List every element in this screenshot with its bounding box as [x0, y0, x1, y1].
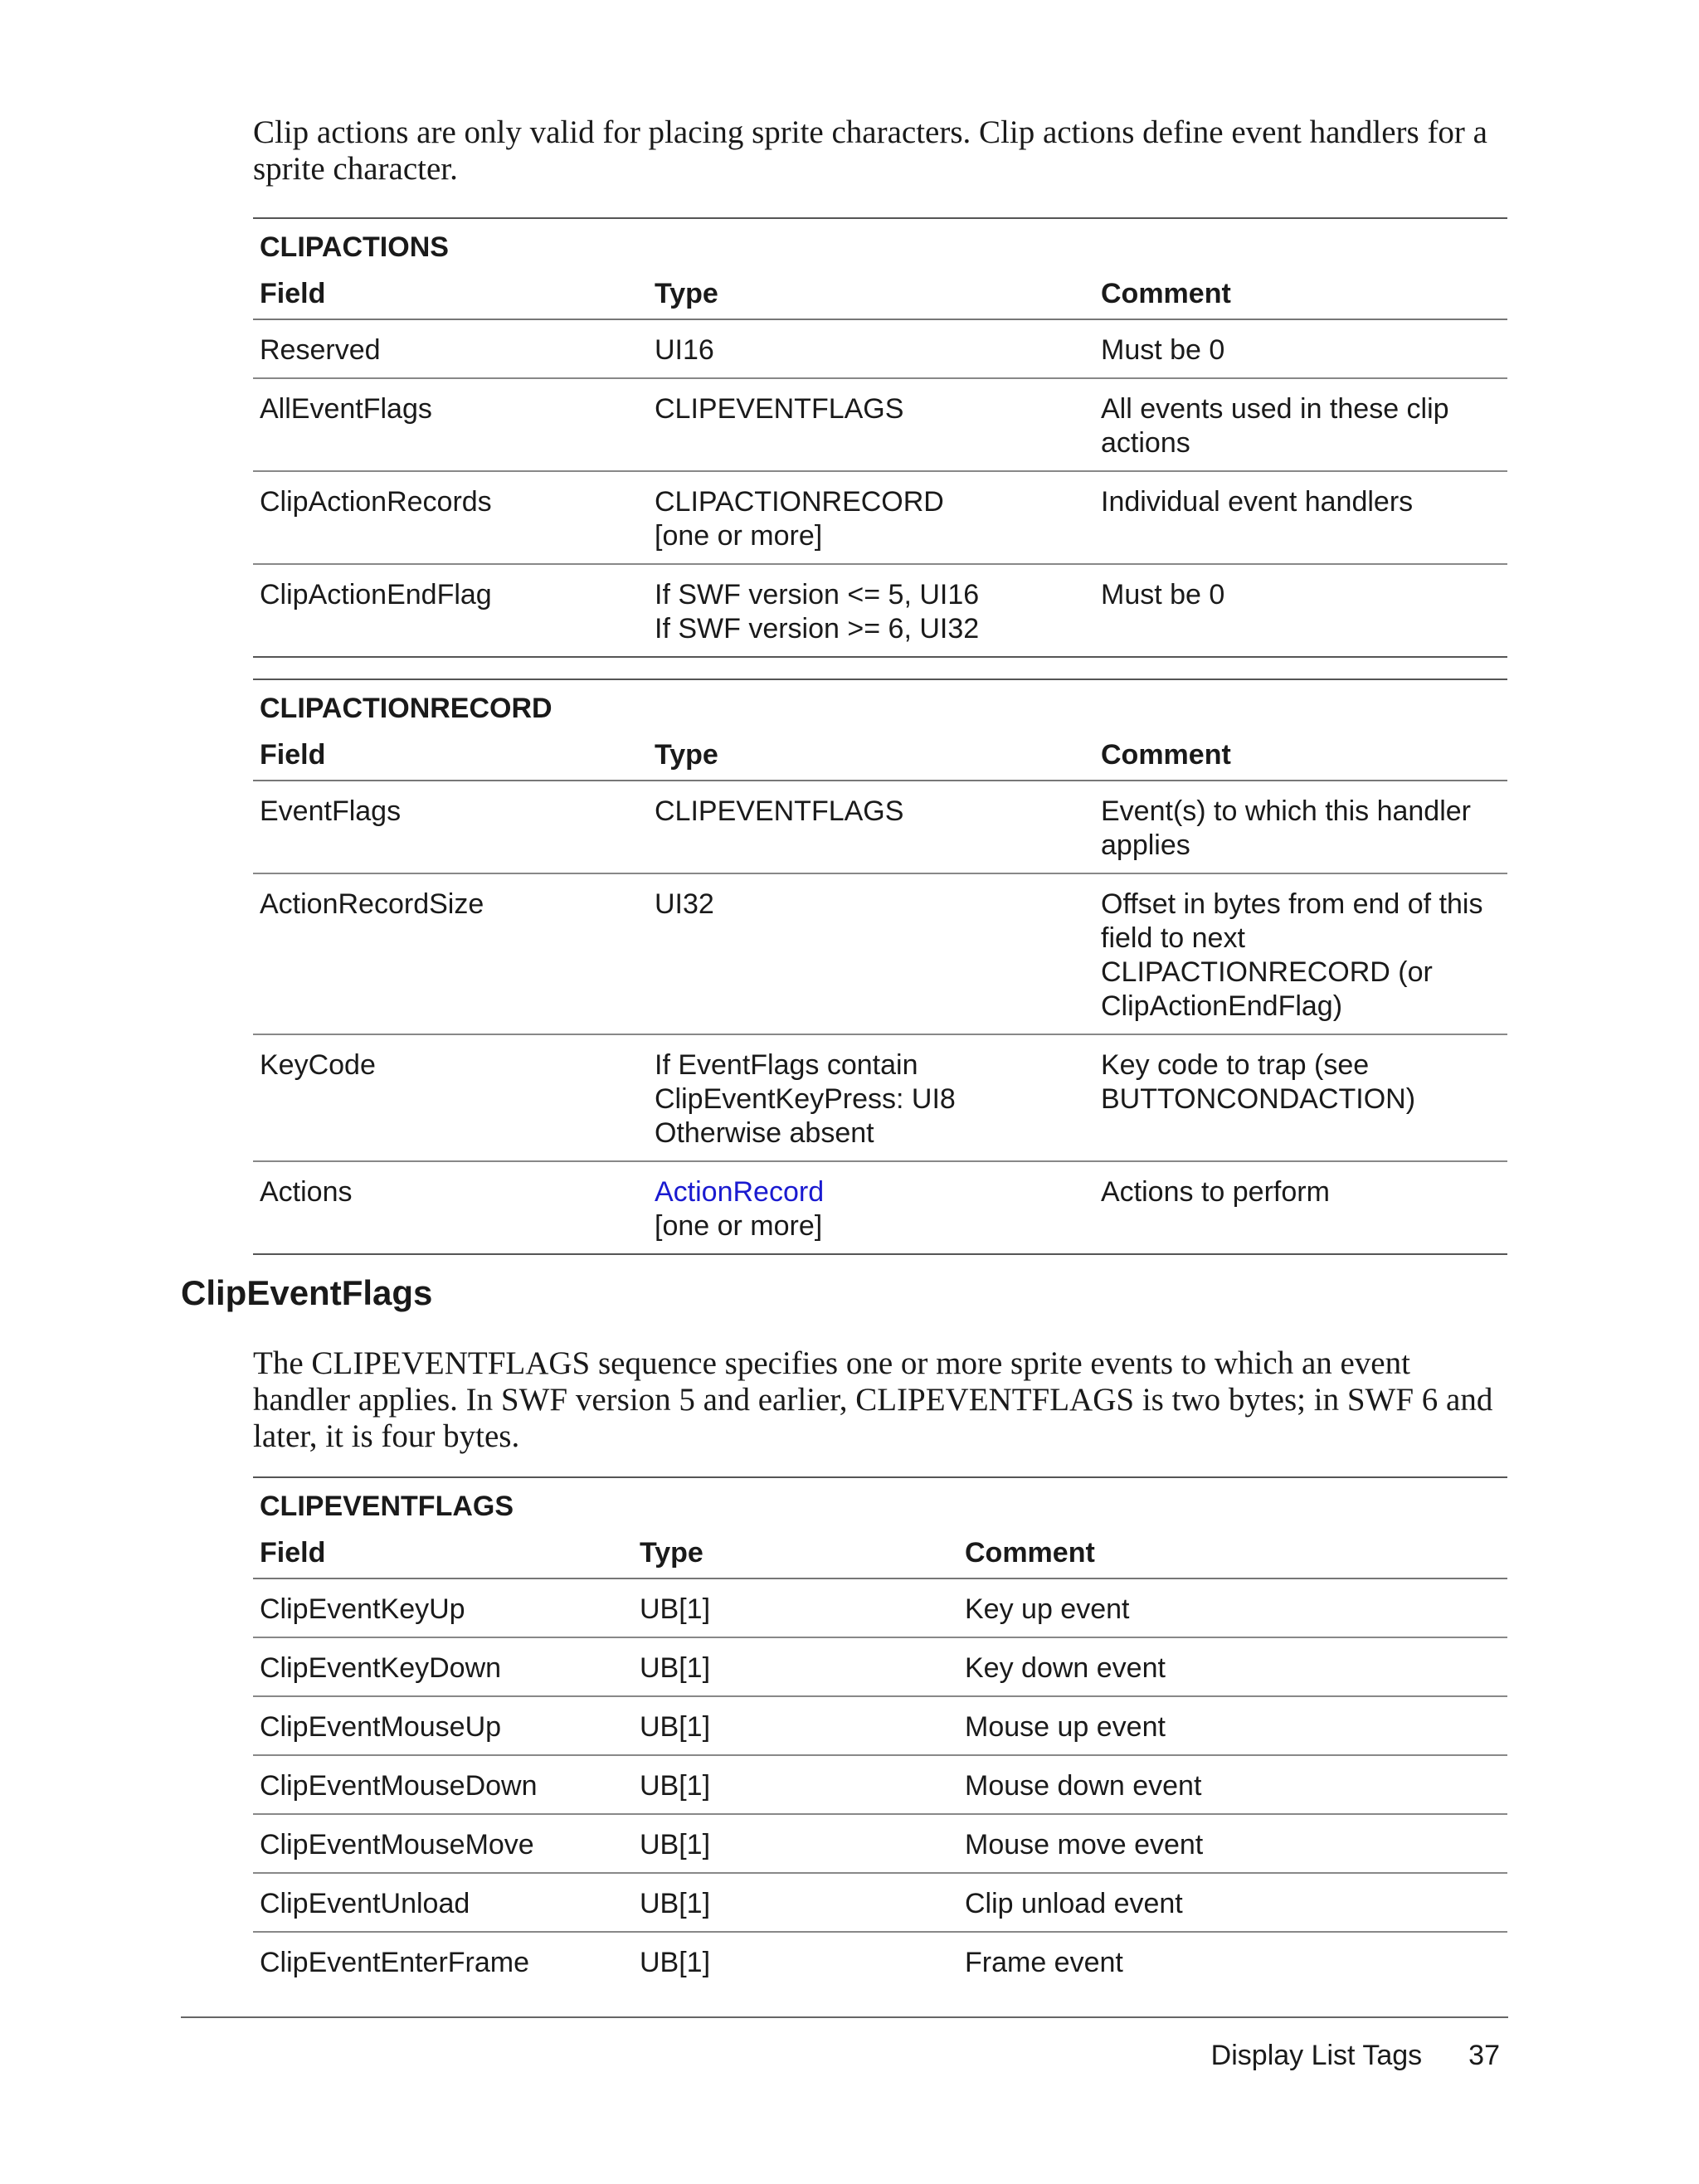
- footer-rule: [181, 2016, 1508, 2018]
- type-cell: [648, 471, 1094, 564]
- table-row: [253, 471, 1507, 564]
- column-header-type: Type: [633, 1526, 958, 1578]
- clipeventflags-table: [253, 1476, 1507, 1990]
- field-cell: ClipActionRecords: [253, 471, 648, 564]
- comment-line: BUTTONCONDACTION): [1101, 1083, 1416, 1115]
- field-cell: AllEventFlags: [253, 378, 648, 471]
- section-paragraph: The CLIPEVENTFLAGS sequence specifies one or more sprite events to which an event handler applies. In SWF version 5 and earlier, CLIPEVENTFLAGS is two bytes; in SWF 6 and later, it is four bytes.: [253, 1345, 1493, 1454]
- page-footer: [1211, 2039, 1500, 2072]
- comment-cell: [1094, 781, 1507, 873]
- comment-line: CLIPACTIONRECORD (or: [1101, 956, 1433, 988]
- column-header-field: Field: [253, 267, 648, 319]
- type-cell: [648, 378, 1094, 471]
- table-row: [253, 1161, 1507, 1254]
- table-row: [253, 1755, 1507, 1814]
- table-row: [253, 564, 1507, 657]
- type-cell: [648, 1161, 1094, 1254]
- comment-cell: [1094, 1161, 1507, 1254]
- field-cell: ClipEventEnterFrame: [260, 1947, 530, 1978]
- type-line: CLIPACTIONRECORD: [655, 486, 944, 518]
- comment-line: field to next: [1101, 922, 1245, 954]
- comment-cell: Key down event: [958, 1637, 1507, 1696]
- field-cell: ClipEventKeyDown: [253, 1637, 633, 1696]
- comment-cell: Clip unload event: [958, 1873, 1507, 1932]
- table-row: [253, 873, 1507, 1034]
- column-header-type: Type: [648, 728, 1094, 781]
- table-caption: CLIPEVENTFLAGS: [260, 1491, 514, 1522]
- clipactionrecord-table: [253, 679, 1507, 1255]
- column-header-comment: Comment: [958, 1526, 1507, 1578]
- field-cell: ClipEventUnload: [253, 1873, 633, 1932]
- field-cell: ActionRecordSize: [253, 873, 648, 1034]
- table-caption: CLIPACTIONS: [260, 231, 449, 263]
- type-cell: UB[1]: [640, 1947, 711, 1978]
- footer-section-title: Display List Tags: [1210, 2040, 1423, 2071]
- comment-line: Key code to trap (see: [1101, 1049, 1370, 1081]
- table-caption: CLIPACTIONRECORD: [260, 693, 553, 724]
- field-cell: KeyCode: [253, 1034, 648, 1161]
- type-cell: UB[1]: [633, 1637, 958, 1696]
- type-cell: UB[1]: [633, 1696, 958, 1755]
- type-cell: [648, 873, 1094, 1034]
- type-cell: [648, 564, 1094, 657]
- type-line: ClipEventKeyPress: UI8: [655, 1083, 956, 1115]
- field-cell: ClipEventMouseUp: [253, 1696, 633, 1755]
- comment-line: ClipActionEndFlag): [1101, 990, 1343, 1022]
- type-line: UI32: [655, 888, 714, 920]
- page-number: 37: [1468, 2040, 1500, 2071]
- column-header-comment: Comment: [1094, 267, 1507, 319]
- column-header-type: Type: [648, 267, 1094, 319]
- table-row: [253, 1696, 1507, 1755]
- field-cell: ClipEventKeyUp: [253, 1578, 633, 1637]
- comment-cell: Frame event: [965, 1947, 1123, 1978]
- type-line: UI16: [655, 334, 714, 366]
- table-row: [253, 1932, 1507, 1990]
- comment-line: applies: [1101, 829, 1190, 861]
- field-cell: EventFlags: [253, 781, 648, 873]
- comment-cell: [1094, 471, 1507, 564]
- comment-line: All events used in these clip: [1101, 393, 1449, 425]
- table-row: [253, 1578, 1507, 1637]
- table-row: [253, 378, 1507, 471]
- type-cell: [648, 1034, 1094, 1161]
- comment-line: Individual event handlers: [1101, 486, 1414, 518]
- table-row: [253, 1034, 1507, 1161]
- type-cell: UB[1]: [633, 1755, 958, 1814]
- type-line: If SWF version >= 6, UI32: [655, 613, 980, 644]
- comment-line: Offset in bytes from end of this: [1101, 888, 1483, 920]
- type-line: [one or more]: [655, 520, 823, 552]
- column-header-field: Field: [253, 1526, 633, 1578]
- field-cell: Actions: [253, 1161, 648, 1254]
- section-heading: ClipEventFlags: [181, 1273, 433, 1312]
- comment-cell: Mouse down event: [958, 1755, 1507, 1814]
- table-row: [253, 1873, 1507, 1932]
- comment-cell: [1094, 1034, 1507, 1161]
- comment-cell: [1094, 873, 1507, 1034]
- type-cell: [648, 781, 1094, 873]
- type-line: CLIPEVENTFLAGS: [655, 795, 904, 827]
- comment-cell: Key up event: [958, 1578, 1507, 1637]
- type-line: If SWF version <= 5, UI16: [655, 579, 980, 610]
- type-cell: UB[1]: [633, 1873, 958, 1932]
- table-row: [253, 1814, 1507, 1873]
- field-cell: ClipActionEndFlag: [253, 564, 648, 657]
- field-cell: ClipEventMouseMove: [253, 1814, 633, 1873]
- clipactions-table: [253, 217, 1507, 658]
- comment-line: Must be 0: [1101, 334, 1225, 366]
- type-cell: UB[1]: [633, 1814, 958, 1873]
- type-cell: UB[1]: [633, 1578, 958, 1637]
- type-line: If EventFlags contain: [655, 1049, 918, 1081]
- column-header-field: Field: [253, 728, 648, 781]
- table-row: [253, 781, 1507, 873]
- type-line: Otherwise absent: [655, 1117, 874, 1149]
- table-row: [253, 319, 1507, 378]
- comment-cell: [1094, 319, 1507, 378]
- comment-cell: [1094, 564, 1507, 657]
- comment-cell: [1094, 378, 1507, 471]
- comment-cell: Mouse move event: [958, 1814, 1507, 1873]
- comment-line: actions: [1101, 427, 1190, 459]
- type-line: [one or more]: [655, 1210, 823, 1242]
- field-cell: ClipEventMouseDown: [253, 1755, 633, 1814]
- type-line: CLIPEVENTFLAGS: [655, 393, 904, 425]
- intro-paragraph: Clip actions are only valid for placing sprite characters. Clip actions define event handlers for a sprite character.: [253, 114, 1487, 187]
- field-cell: Reserved: [253, 319, 648, 378]
- type-cell: [648, 319, 1094, 378]
- comment-line: Actions to perform: [1101, 1176, 1330, 1208]
- comment-cell: Mouse up event: [958, 1696, 1507, 1755]
- comment-line: Must be 0: [1101, 579, 1225, 610]
- column-header-comment: Comment: [1094, 728, 1507, 781]
- table-row: [253, 1637, 1507, 1696]
- comment-line: Event(s) to which this handler: [1101, 795, 1471, 827]
- actionrecord-link[interactable]: ActionRecord: [655, 1176, 825, 1208]
